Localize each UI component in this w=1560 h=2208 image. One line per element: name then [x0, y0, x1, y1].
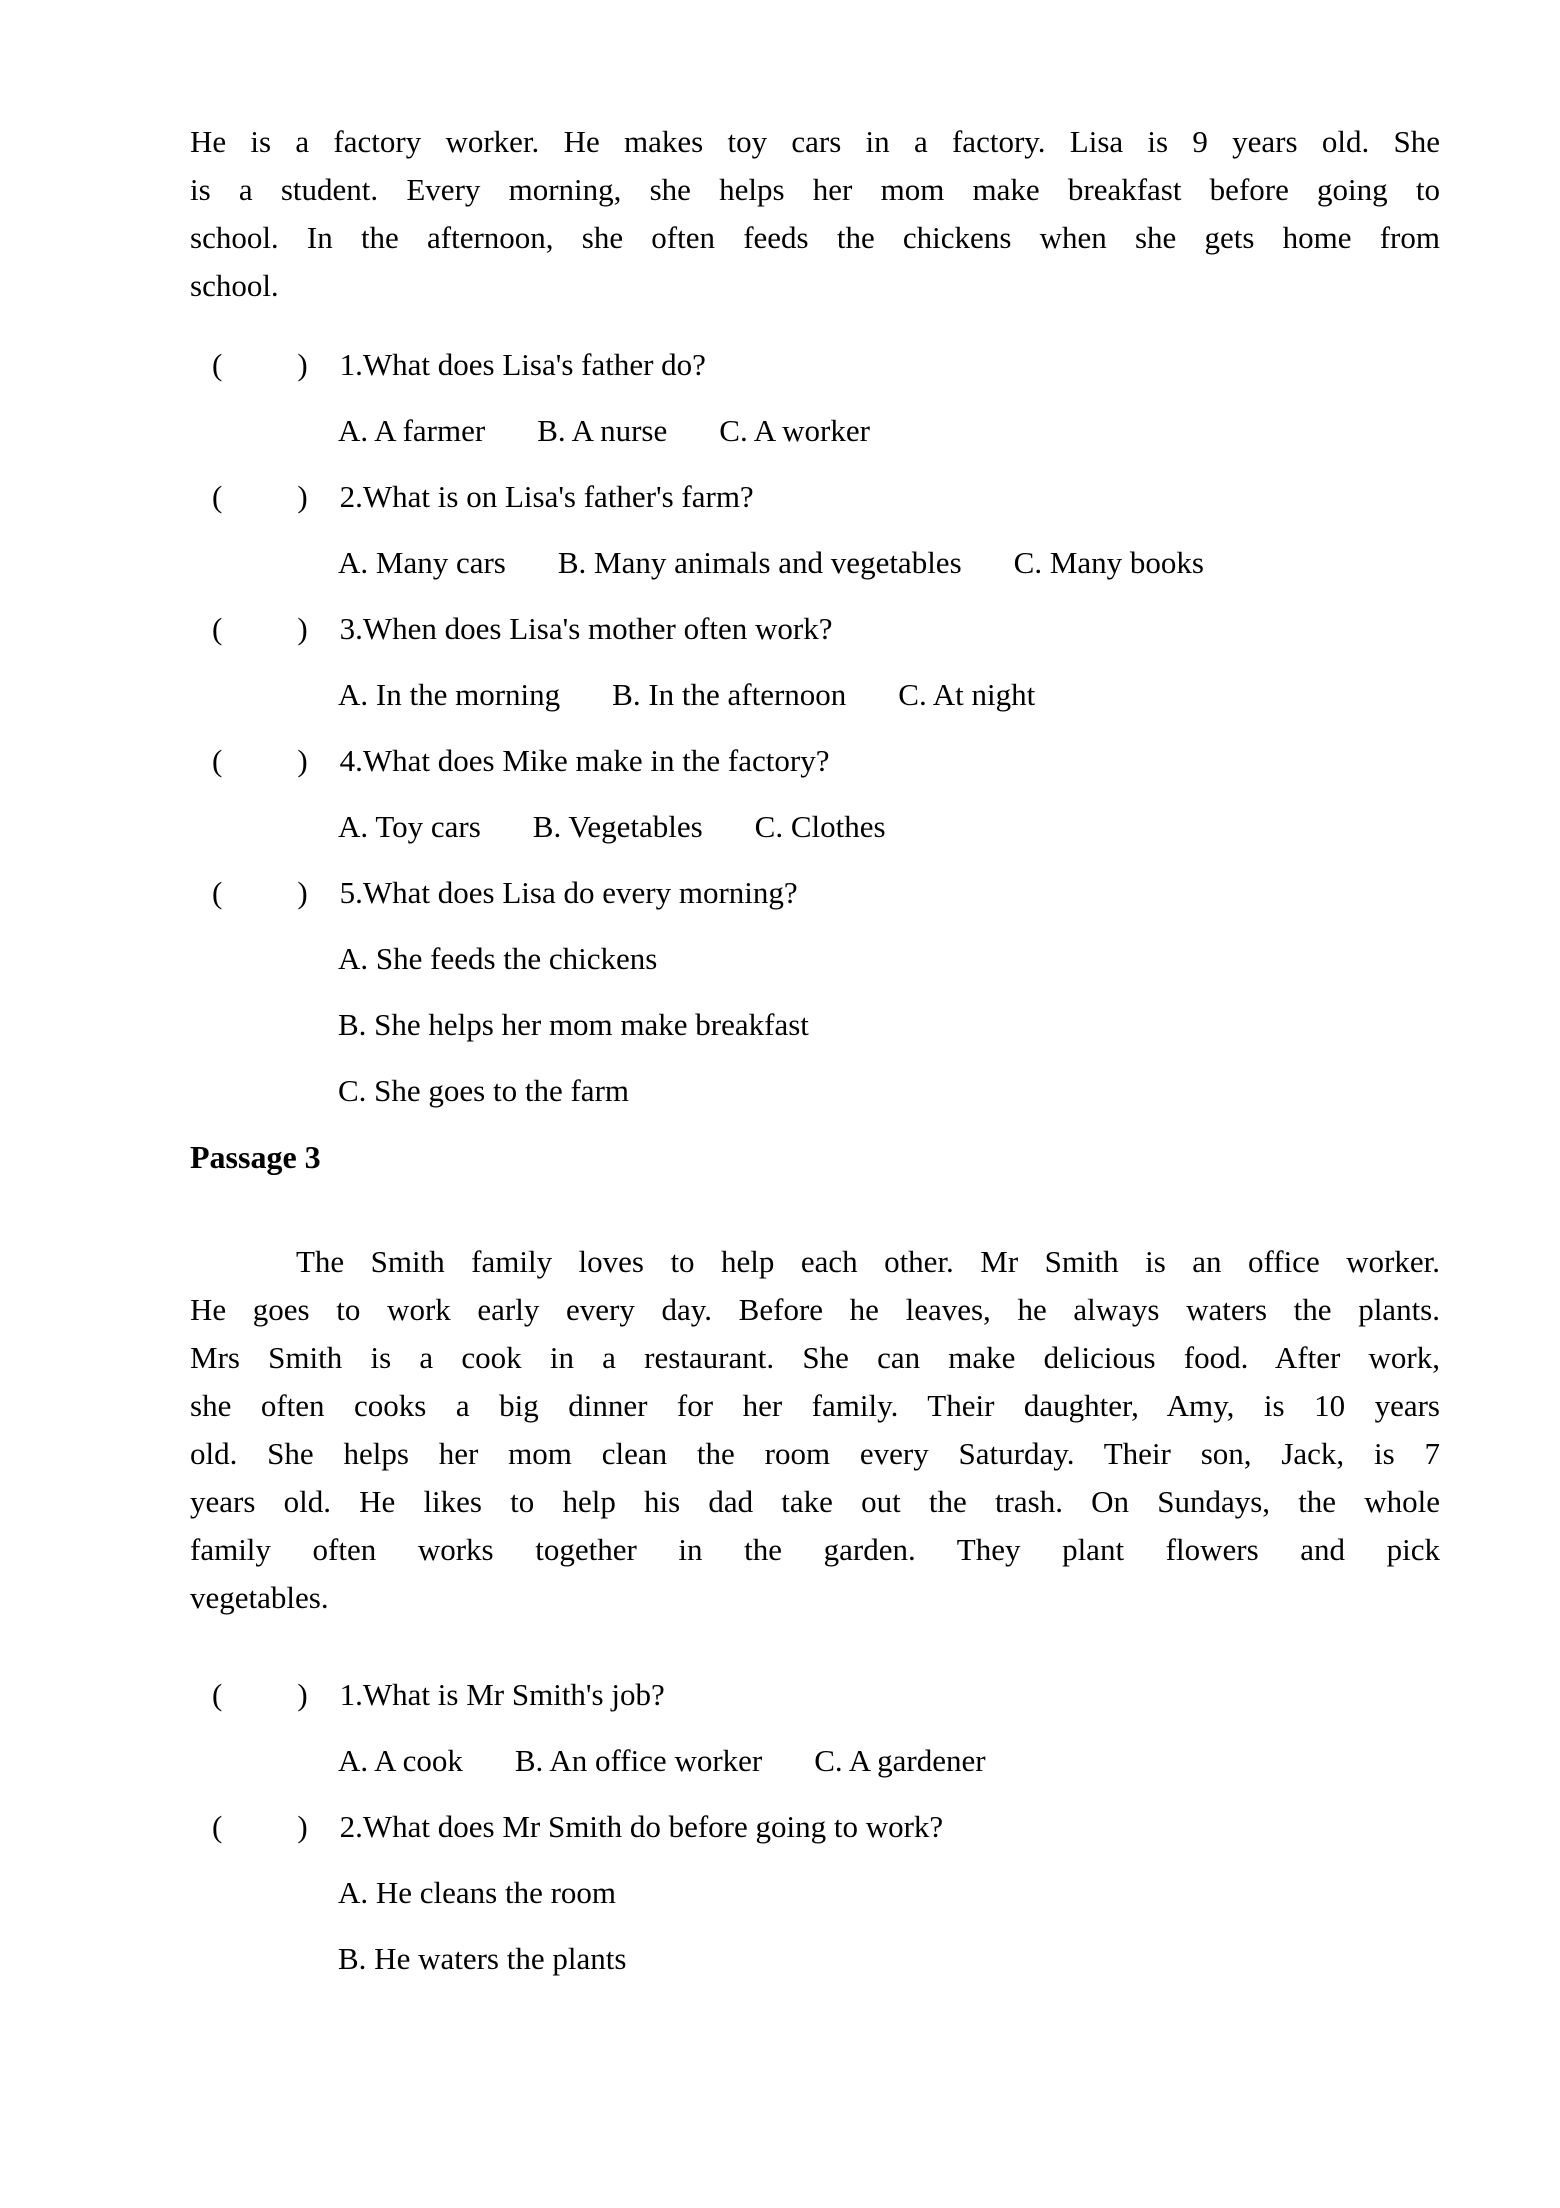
options-row — [190, 794, 1440, 860]
answer-blank-paren-open: ( — [212, 347, 223, 382]
option-c: C. She goes to the farm — [338, 1073, 630, 1108]
paragraph-line: Mrs Smith is a cook in a restaurant. She can make delicious food. After work, — [190, 1340, 1440, 1375]
paragraph-line: school. In the afternoon, she often feeds the chickens when she gets home from — [190, 220, 1440, 255]
answer-blank-paren-close: ) — [297, 743, 308, 778]
paragraph-line: family often works together in the garden. They plant flowers and pick — [190, 1532, 1440, 1567]
passage3-questions — [190, 1662, 1440, 1992]
option-row-b — [190, 1926, 1440, 1992]
question-row-2 — [190, 464, 1440, 530]
answer-blank-paren-open: ( — [212, 743, 223, 778]
question-text: 1.What does Lisa's father do? — [339, 347, 706, 382]
question-row-4 — [190, 728, 1440, 794]
paragraph-line: is a student. Every morning, she helps her mom make breakfast before going to — [190, 172, 1440, 207]
answer-blank-paren-close: ) — [297, 875, 308, 910]
answer-blank-paren-open: ( — [212, 479, 223, 514]
question-row-3 — [190, 596, 1440, 662]
paragraph-line: school. — [190, 268, 279, 303]
option-b: B. She helps her mom make breakfast — [338, 1007, 809, 1042]
question-row-1 — [190, 332, 1440, 398]
options-row — [190, 1728, 1440, 1794]
passage2-paragraph — [190, 118, 1440, 310]
option-a: A. She feeds the chickens — [338, 941, 658, 976]
option-a: A. Many cars — [338, 545, 506, 580]
paragraph-line: vegetables. — [190, 1580, 329, 1615]
option-row-a — [190, 926, 1440, 992]
option-a: A. He cleans the room — [338, 1875, 617, 1910]
question-text: 3.When does Lisa's mother often work? — [339, 611, 833, 646]
passage2-questions — [190, 332, 1440, 1124]
passage3-paragraph — [190, 1238, 1440, 1622]
answer-blank-paren-close: ) — [297, 479, 308, 514]
option-b: B. Many animals and vegetables — [557, 545, 962, 580]
question-text: 4.What does Mike make in the factory? — [339, 743, 830, 778]
answer-blank-paren-close: ) — [297, 611, 308, 646]
answer-blank-paren-close: ) — [297, 1809, 308, 1844]
option-b: B. An office worker — [514, 1743, 763, 1778]
option-c: C. A worker — [719, 413, 870, 448]
question-row-2 — [190, 1794, 1440, 1860]
option-c: C. Many books — [1013, 545, 1204, 580]
option-row-c — [190, 1058, 1440, 1124]
paragraph-line: old. She helps her mom clean the room every Saturday. Their son, Jack, is 7 — [190, 1436, 1440, 1471]
paragraph-line: years old. He likes to help his dad take out the trash. On Sundays, the whole — [190, 1484, 1440, 1519]
option-b: B. He waters the plants — [338, 1941, 627, 1976]
question-row-1 — [190, 1662, 1440, 1728]
option-b: B. In the afternoon — [612, 677, 847, 712]
question-text: 2.What does Mr Smith do before going to work? — [339, 1809, 944, 1844]
option-a: A. A cook — [338, 1743, 463, 1778]
question-text: 5.What does Lisa do every morning? — [339, 875, 798, 910]
option-a: A. In the morning — [338, 677, 561, 712]
option-row-a — [190, 1860, 1440, 1926]
passage3-heading: Passage 3 — [190, 1139, 321, 1175]
paragraph-line: she often cooks a big dinner for her family. Their daughter, Amy, is 10 years — [190, 1388, 1440, 1423]
option-c: C. At night — [898, 677, 1036, 712]
answer-blank-paren-open: ( — [212, 875, 223, 910]
answer-blank-paren-close: ) — [297, 347, 308, 382]
option-a: A. Toy cars — [338, 809, 481, 844]
options-row — [190, 662, 1440, 728]
option-c: C. A gardener — [814, 1743, 986, 1778]
option-b: B. Vegetables — [532, 809, 703, 844]
options-row — [190, 398, 1440, 464]
answer-blank-paren-close: ) — [297, 1677, 308, 1712]
question-row-5 — [190, 860, 1440, 926]
answer-blank-paren-open: ( — [212, 611, 223, 646]
paragraph-line: He is a factory worker. He makes toy cars in a factory. Lisa is 9 years old. She — [190, 124, 1440, 159]
option-a: A. A farmer — [338, 413, 486, 448]
paragraph-line: The Smith family loves to help each other. Mr Smith is an office worker. — [296, 1244, 1440, 1279]
paragraph-line: He goes to work early every day. Before he leaves, he always waters the plants. — [190, 1292, 1440, 1327]
option-c: C. Clothes — [754, 809, 886, 844]
option-row-b — [190, 992, 1440, 1058]
options-row — [190, 530, 1440, 596]
answer-blank-paren-open: ( — [212, 1809, 223, 1844]
answer-blank-paren-open: ( — [212, 1677, 223, 1712]
question-text: 2.What is on Lisa's father's farm? — [339, 479, 754, 514]
option-b: B. A nurse — [537, 413, 668, 448]
question-text: 1.What is Mr Smith's job? — [339, 1677, 665, 1712]
